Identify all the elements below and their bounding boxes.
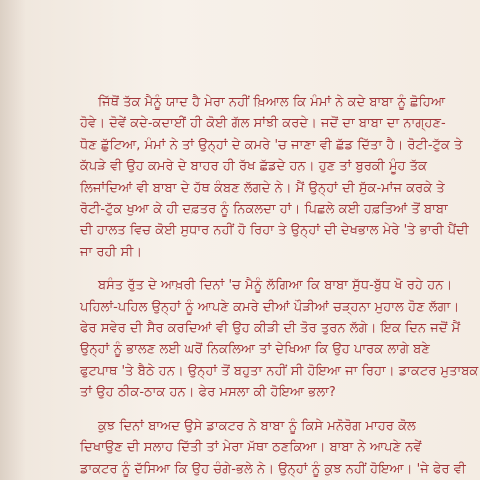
text-line: ਕੁਝ ਦਿਨਾਂ ਬਾਅਦ ਉਸੇ ਡਾਕਟਰ ਨੇ ਬਾਬਾ ਨੂੰ ਕਿਸੇ ਮਨੋਰੋਗ ਮਾਹਰ ਕੋਲ (98, 418, 416, 434)
paragraph-2 (80, 275, 479, 403)
paragraph-3 (80, 416, 470, 480)
text-line: ਲਿਜਾਂਦਿਆਂ ਵੀ ਬਾਬਾ ਦੇ ਹੱਥ ਕੰਬਣ ਲੱਗਦੇ ਨੇ। ਮੈਂ ਉਨ੍ਹਾਂ ਦੀ ਸੁੱਕ-ਮਾਂਜ ਕਰਕੇ ਤੇ (80, 180, 445, 196)
text-line: ਫੇਰ ਸਵੇਰ ਦੀ ਸੈਰ ਕਰਦਿਆਂ ਵੀ ਉਹ ਕੀੜੀ ਦੀ ਤੋਰ ਤੁਰਨ ਲੱਗੇ। ਇਕ ਦਿਨ ਜਦੋਂ ਮੈਂ (80, 321, 461, 337)
paragraph-1 (80, 92, 470, 263)
text-line: ਜਾ ਰਹੀ ਸੀ। (80, 244, 143, 260)
text-line: ਪਹਿਲਾਂ-ਪਹਿਲ ਉਨ੍ਹਾਂ ਨੂੰ ਆਪਣੇ ਕਮਰੇ ਦੀਆਂ ਪੌੜੀਆਂ ਚੜ੍ਹਨਾ ਮੁਹਾਲ ਹੋਣ ਲੱਗਾ। (80, 299, 460, 315)
text-line: ਉਨ੍ਹਾਂ ਨੂੰ ਭਾਲਣ ਲਈ ਘਰੋਂ ਨਿਕਲਿਆ ਤਾਂ ਦੇਖਿਆ ਕਿ ਉਹ ਪਾਰਕ ਲਾਗੇ ਬਣੇ (80, 342, 430, 358)
text-line: ਡਾਕਟਰ ਨੂੰ ਦੱਸਿਆ ਕਿ ਉਹ ਚੰਗੇ-ਭਲੇ ਨੇ। ਉਨ੍ਹਾਂ ਨੂੰ ਕੁਝ ਨਹੀਂ ਹੋਇਆ। 'ਜੇ ਫੇਰ ਵੀ (80, 461, 466, 477)
text-line: ਰੋਟੀ-ਟੁੱਕ ਖੁਆ ਕੇ ਹੀ ਦਫ਼ਤਰ ਨੂੰ ਨਿਕਲਦਾ ਹਾਂ। ਪਿਛਲੇ ਕਈ ਹਫ਼ਤਿਆਂ ਤੋਂ ਬਾਬਾ (80, 202, 448, 218)
text-line: ਦੀ ਹਾਲਤ ਵਿਚ ਕੋਈ ਸੁਧਾਰ ਨਹੀਂ ਹੋ ਰਿਹਾ ਤੇ ਉਨ੍ਹਾਂ ਦੀ ਦੇਖਭਾਲ ਮੇਰੇ 'ਤੇ ਭਾਰੀ ਪੈਂਦੀ (80, 223, 469, 239)
text-line: ਕੱਪੜੇ ਵੀ ਉਹ ਕਮਰੇ ਦੇ ਬਾਹਰ ਹੀ ਰੱਖ ਛੱਡਦੇ ਹਨ। ਹੁਣ ਤਾਂ ਬੁਰਕੀ ਮੂੰਹ ਤੱਕ (80, 159, 428, 175)
text-line: ਜਿੱਥੋਂ ਤੱਕ ਮੈਨੂੰ ਯਾਦ ਹੈ ਮੇਰਾ ਨਹੀਂ ਖ਼ਿਆਲ ਕਿ ਮੰਮਾਂ ਨੇ ਕਦੇ ਬਾਬਾ ਨੂੰ ਛੋਹਿਆ (98, 95, 446, 110)
text-line: ਦਿਖਾਉਣ ਦੀ ਸਲਾਹ ਦਿੱਤੀ ਤਾਂ ਮੇਰਾ ਮੱਥਾ ਠਣਕਿਆ। ਬਾਬਾ ਨੇ ਆਪਣੇ ਨਵੇਂ (80, 440, 422, 456)
text-line: ਫੁਟਪਾਥ 'ਤੇ ਬੈਠੇ ਹਨ। ਉਨ੍ਹਾਂ ਤੋਂ ਬਹੁਤਾ ਨਹੀਂ ਸੀ ਹੋਇਆ ਜਾ ਰਿਹਾ। ਡਾਕਟਰ ਮੁਤਾਬਕ (80, 363, 479, 379)
text-line: ਹੋਵੇ। ਦੋਵੇਂ ਕਦੇ-ਕਦਾਈਂ ਹੀ ਕੋਈ ਗੱਲ ਸਾਂਝੀ ਕਰਦੇ। ਜਦੋਂ ਦਾ ਬਾਬਾ ਦਾ ਨਾਗ੍ਹਣ- (80, 116, 446, 132)
text-line: ਬਸੰਤ ਰੁੱਤ ਦੇ ਆਖ਼ਰੀ ਦਿਨਾਂ 'ਚ ਮੈਨੂੰ ਲੱਗਿਆ ਕਿ ਬਾਬਾ ਸੁੱਧ-ਬੁੱਧ ਖੋ ਰਹੇ ਹਨ। (98, 278, 453, 294)
text-block (80, 92, 479, 480)
text-line: ਧੋਣ ਛੁੱਟਿਆ, ਮੰਮਾਂ ਨੇ ਤਾਂ ਉਨ੍ਹਾਂ ਦੇ ਕਮਰੇ 'ਚ ਜਾਣਾ ਵੀ ਛੱਡ ਦਿੱਤਾ ਹੈ। ਰੋਟੀ-ਟੁੱਕ ਤੇ (80, 137, 463, 153)
text-line: ਤਾਂ ਉਹ ਠੀਕ-ਠਾਕ ਹਨ। ਫੇਰ ਮਸਲਾ ਕੀ ਹੋਇਆ ਭਲਾ? (80, 385, 336, 401)
page-gutter-shadow (0, 0, 26, 480)
